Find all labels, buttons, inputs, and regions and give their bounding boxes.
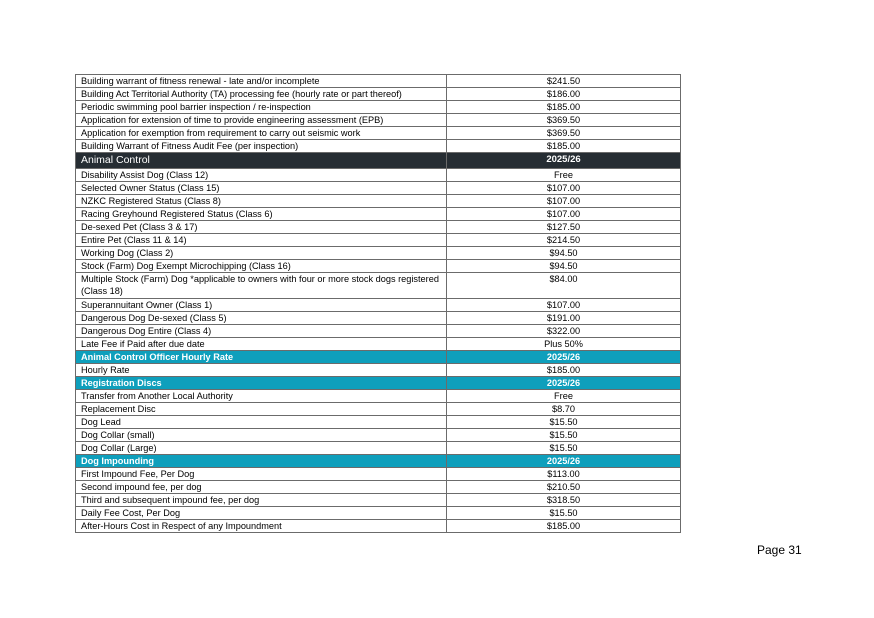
fee-description: Hourly Rate [76,364,447,377]
fee-amount: $8.70 [447,403,681,416]
fee-amount: $15.50 [447,507,681,520]
table-row [76,195,681,208]
table-row [76,338,681,351]
fee-description: Dog Collar (small) [76,429,447,442]
table-row [76,325,681,338]
table-row [76,114,681,127]
fee-amount: $107.00 [447,182,681,195]
section-title: Dog Impounding [76,455,447,468]
fee-description: Entire Pet (Class 11 & 14) [76,234,447,247]
table-row [76,101,681,114]
fees-table [75,74,681,533]
section-year: 2025/26 [447,153,681,169]
fee-description: After-Hours Cost in Respect of any Impoundment [76,520,447,533]
fee-amount: $84.00 [447,273,681,299]
section-title: Animal Control Officer Hourly Rate [76,351,447,364]
table-row [76,520,681,533]
fee-description: De-sexed Pet (Class 3 & 17) [76,221,447,234]
table-row [76,390,681,403]
fee-amount: $214.50 [447,234,681,247]
section-header-officer-hourly-rate [76,351,681,364]
fee-description: Superannuitant Owner (Class 1) [76,299,447,312]
fee-amount: $107.00 [447,299,681,312]
table-row [76,312,681,325]
fee-description: Stock (Farm) Dog Exempt Microchipping (Class 16) [76,260,447,273]
section-title: Registration Discs [76,377,447,390]
fee-description: Dog Lead [76,416,447,429]
fee-amount: $191.00 [447,312,681,325]
fee-description: Application for exemption from requirement to carry out seismic work [76,127,447,140]
fee-description: Disability Assist Dog (Class 12) [76,169,447,182]
fee-amount: $369.50 [447,127,681,140]
table-row [76,88,681,101]
fee-amount: $186.00 [447,88,681,101]
fee-amount: $15.50 [447,429,681,442]
fee-description: Building Act Territorial Authority (TA) processing fee (hourly rate or part thereof) [76,88,447,101]
fee-amount: $185.00 [447,364,681,377]
fee-description: Second impound fee, per dog [76,481,447,494]
section-header-animal-control [76,153,681,169]
section-title: Animal Control [76,153,447,169]
table-row [76,507,681,520]
table-row [76,127,681,140]
fee-amount: $127.50 [447,221,681,234]
fee-amount: $15.50 [447,416,681,429]
table-row [76,208,681,221]
fee-amount: $369.50 [447,114,681,127]
section-header-dog-impounding [76,455,681,468]
fee-amount: $318.50 [447,494,681,507]
table-row [76,403,681,416]
table-row [76,140,681,153]
fee-amount: Plus 50% [447,338,681,351]
fee-amount: $107.00 [447,195,681,208]
section-year: 2025/26 [447,455,681,468]
table-row [76,442,681,455]
fee-amount: $185.00 [447,520,681,533]
fee-amount: $107.00 [447,208,681,221]
table-row [76,273,681,299]
fee-amount: Free [447,169,681,182]
table-row [76,260,681,273]
fee-amount: $210.50 [447,481,681,494]
fee-description: Selected Owner Status (Class 15) [76,182,447,195]
section-header-registration-discs [76,377,681,390]
fee-description: Late Fee if Paid after due date [76,338,447,351]
fee-description: Application for extension of time to provide engineering assessment (EPB) [76,114,447,127]
fee-amount: $94.50 [447,260,681,273]
fee-amount: $113.00 [447,468,681,481]
fee-description: Building Warrant of Fitness Audit Fee (per inspection) [76,140,447,153]
table-row [76,429,681,442]
fee-description: Third and subsequent impound fee, per dog [76,494,447,507]
section-year: 2025/26 [447,351,681,364]
table-row [76,182,681,195]
fee-amount: $185.00 [447,140,681,153]
fee-description: Transfer from Another Local Authority [76,390,447,403]
table-row [76,494,681,507]
fee-description: NZKC Registered Status (Class 8) [76,195,447,208]
table-row [76,221,681,234]
table-row [76,299,681,312]
fee-amount: Free [447,390,681,403]
fee-description: Multiple Stock (Farm) Dog *applicable to owners with four or more stock dogs registered (Class 18) [76,273,447,299]
fee-description: First Impound Fee, Per Dog [76,468,447,481]
table-row [76,75,681,88]
fee-amount: $322.00 [447,325,681,338]
fee-amount: $185.00 [447,101,681,114]
fee-amount: $241.50 [447,75,681,88]
fee-description: Building warrant of fitness renewal - late and/or incomplete [76,75,447,88]
table-row [76,169,681,182]
table-row [76,416,681,429]
fee-description: Daily Fee Cost, Per Dog [76,507,447,520]
table-row [76,481,681,494]
fee-description: Working Dog (Class 2) [76,247,447,260]
fee-description: Dangerous Dog Entire (Class 4) [76,325,447,338]
table-row [76,234,681,247]
table-row [76,364,681,377]
fee-amount: $94.50 [447,247,681,260]
fee-description: Dangerous Dog De-sexed (Class 5) [76,312,447,325]
fee-description: Racing Greyhound Registered Status (Class 6) [76,208,447,221]
table-row [76,247,681,260]
section-year: 2025/26 [447,377,681,390]
fee-description: Replacement Disc [76,403,447,416]
table-row [76,468,681,481]
fee-description: Dog Collar (Large) [76,442,447,455]
page-number: Page 31 [757,543,802,557]
fee-amount: $15.50 [447,442,681,455]
fee-description: Periodic swimming pool barrier inspection / re-inspection [76,101,447,114]
